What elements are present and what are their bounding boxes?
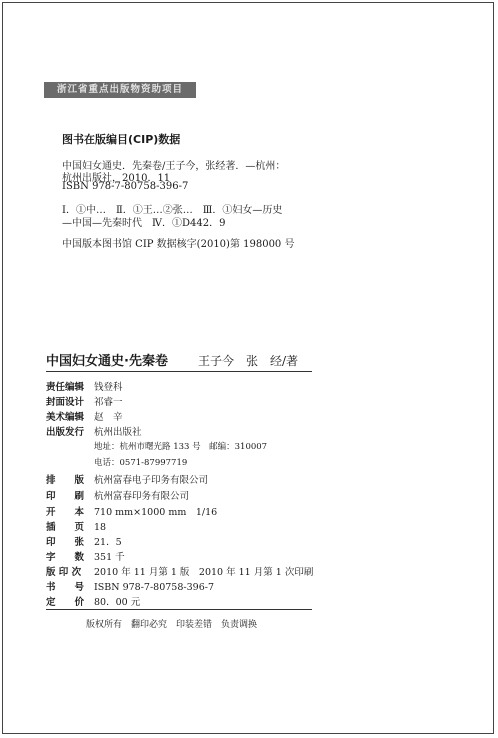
book-authors: 王子今 张 经/著 — [198, 354, 299, 368]
divider-bottom — [46, 609, 312, 610]
funding-banner: 浙江省重点出版物资助项目 — [44, 82, 196, 98]
info-value: 18 — [94, 522, 107, 533]
info-row-printing — [46, 488, 189, 502]
info-row-editor — [46, 379, 123, 393]
cip-heading: 图书在版编目(CIP)数据 — [62, 133, 181, 146]
info-row-publisher — [46, 424, 142, 438]
info-value: 钱登科 — [94, 382, 123, 393]
cip-line: —中国—先秦时代 Ⅳ．①D442．9 — [62, 218, 226, 229]
info-label: 印 张 — [46, 537, 85, 548]
cip-line: 杭州出版社，2010．11 — [62, 173, 171, 184]
info-row-plates — [46, 519, 106, 533]
info-row-edition — [46, 564, 313, 578]
info-row-format — [46, 504, 217, 518]
publisher-phone: 电话：0571-87997719 — [94, 458, 188, 468]
info-row-cover-design — [46, 394, 123, 408]
info-label: 字 数 — [46, 552, 85, 563]
info-value: 710 mm×1000 mm 1/16 — [94, 507, 218, 518]
info-value: 21．5 — [94, 537, 122, 548]
info-row-art-editor — [46, 409, 123, 423]
publisher-address: 地址：杭州市曙光路 133 号 邮编：310007 — [94, 442, 268, 452]
info-row-sheets — [46, 534, 122, 548]
cip-line: 中国版本图书馆 CIP 数据核字(2010)第 198000 号 — [62, 239, 295, 250]
info-value: 杭州富春电子印务有限公司 — [94, 475, 209, 486]
info-row-isbn — [46, 579, 214, 593]
info-label: 排 版 — [46, 475, 85, 486]
rights-notice: 版权所有 翻印必究 印装差错 负责调换 — [86, 620, 258, 630]
info-label: 责任编辑 — [46, 382, 85, 393]
info-value: 祁睿一 — [94, 397, 123, 408]
info-value: 80．00 元 — [94, 597, 141, 608]
info-row-typesetting — [46, 472, 208, 486]
info-row-price — [46, 594, 140, 608]
info-value: 赵 辛 — [94, 412, 123, 423]
cip-line: Ⅰ．①中… Ⅱ．①王…②张… Ⅲ．①妇女—历史 — [62, 205, 283, 216]
info-row-words — [46, 549, 125, 563]
info-value: 2010 年 11 月第 1 版 2010 年 11 月第 1 次印刷 — [94, 567, 314, 578]
info-value: 杭州出版社 — [94, 427, 142, 438]
cip-line: ISBN 978-7-80758-396-7 — [62, 181, 189, 192]
info-label: 定 价 — [46, 597, 85, 608]
info-label: 封面设计 — [46, 397, 85, 408]
info-value: ISBN 978-7-80758-396-7 — [94, 582, 214, 593]
info-value: 杭州富春印务有限公司 — [94, 491, 190, 502]
info-label: 插 页 — [46, 522, 85, 533]
cip-line: 中国妇女通史．先秦卷/王子今，张经著．—杭州： — [62, 161, 286, 172]
info-label: 印 刷 — [46, 491, 85, 502]
book-title: 中国妇女通史·先秦卷 — [46, 354, 168, 369]
info-label: 出版发行 — [46, 427, 85, 438]
info-label: 书 号 — [46, 582, 85, 593]
info-label: 美术编辑 — [46, 412, 85, 423]
divider-top — [46, 371, 312, 372]
info-label: 开 本 — [46, 507, 85, 518]
info-label: 版 印 次 — [46, 567, 82, 578]
info-value: 351 千 — [94, 552, 125, 563]
